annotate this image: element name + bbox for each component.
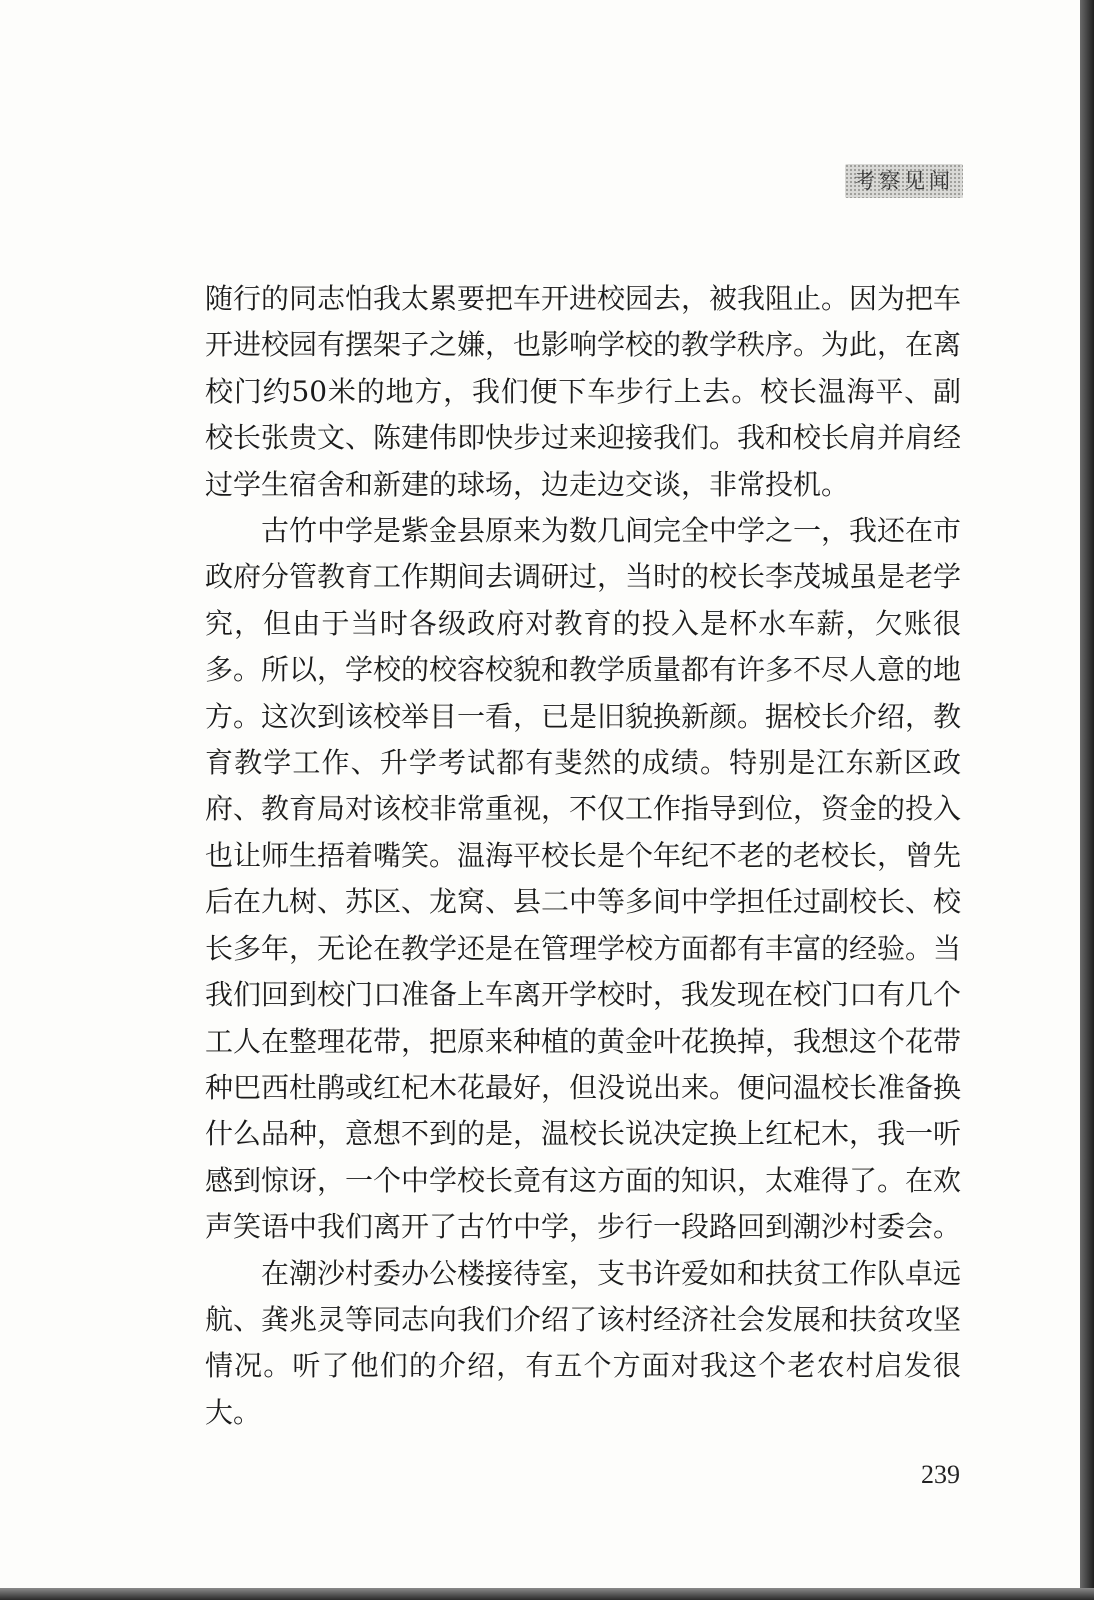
page-number: 239 [921,1460,960,1489]
scan-edge-bottom [0,1588,1094,1600]
scan-edge-right [1080,0,1094,1600]
section-header-label: 考察见闻 [845,164,963,198]
paragraph: 随行的同志怕我太累要把车开进校园去，被我阻止。因为把车开进校园有摆架子之嫌，也影响学校的教学秩序。为此，在离校门约50米的地方，我们便下车步行上去。校长温海平、副校长张贵文、陈建伟即快步过来迎接我们。我和校长肩并肩经过学生宿舍和新建的球场，边走边交谈，非常投机。 [205,282,962,501]
body-text [205,276,961,1436]
paragraph: 古竹中学是紫金县原来为数几间完全中学之一，我还在市政府分管教育工作期间去调研过，当时的校长李茂城虽是老学究，但由于当时各级政府对教育的投入是杯水车薪，欠账很多。所以，学校的校容校貌和教学质量都有许多不尽人意的地方。这次到该校举目一看，已是旧貌换新颜。据校长介绍，教育教学工作、升学考试都有斐然的成绩。特别是江东新区政府、教育局对该校非常重视，不仅工作指导到位，资金的投入也让师生捂着嘴笑。温海平校长是个年纪不老的老校长，曾先后在九树、苏区、龙窝、县二中等多间中学担任过副校长、校长多年，无论在教学还是在管理学校方面都有丰富的经验。当我们回到校门口准备上车离开学校时，我发现在校门口有几个工人在整理花带，把原来种植的黄金叶花换掉，我想这个花带种巴西杜鹃或红杞木花最好，但没说出来。便问温校长准备换什么品种，意想不到的是，温校长说决定换上红杞木，我一听感到惊讶，一个中学校长竟有这方面的知识，太难得了。在欢声笑语中我们离开了古竹中学，步行一段路回到潮沙村委会。 [205,514,962,1244]
paragraph: 在潮沙村委办公楼接待室，支书许爱如和扶贫工作队卓远航、龚兆灵等同志向我们介绍了该村经济社会发展和扶贫攻坚情况。听了他们的介绍，有五个方面对我这个老农村启发很大。 [205,1256,962,1429]
